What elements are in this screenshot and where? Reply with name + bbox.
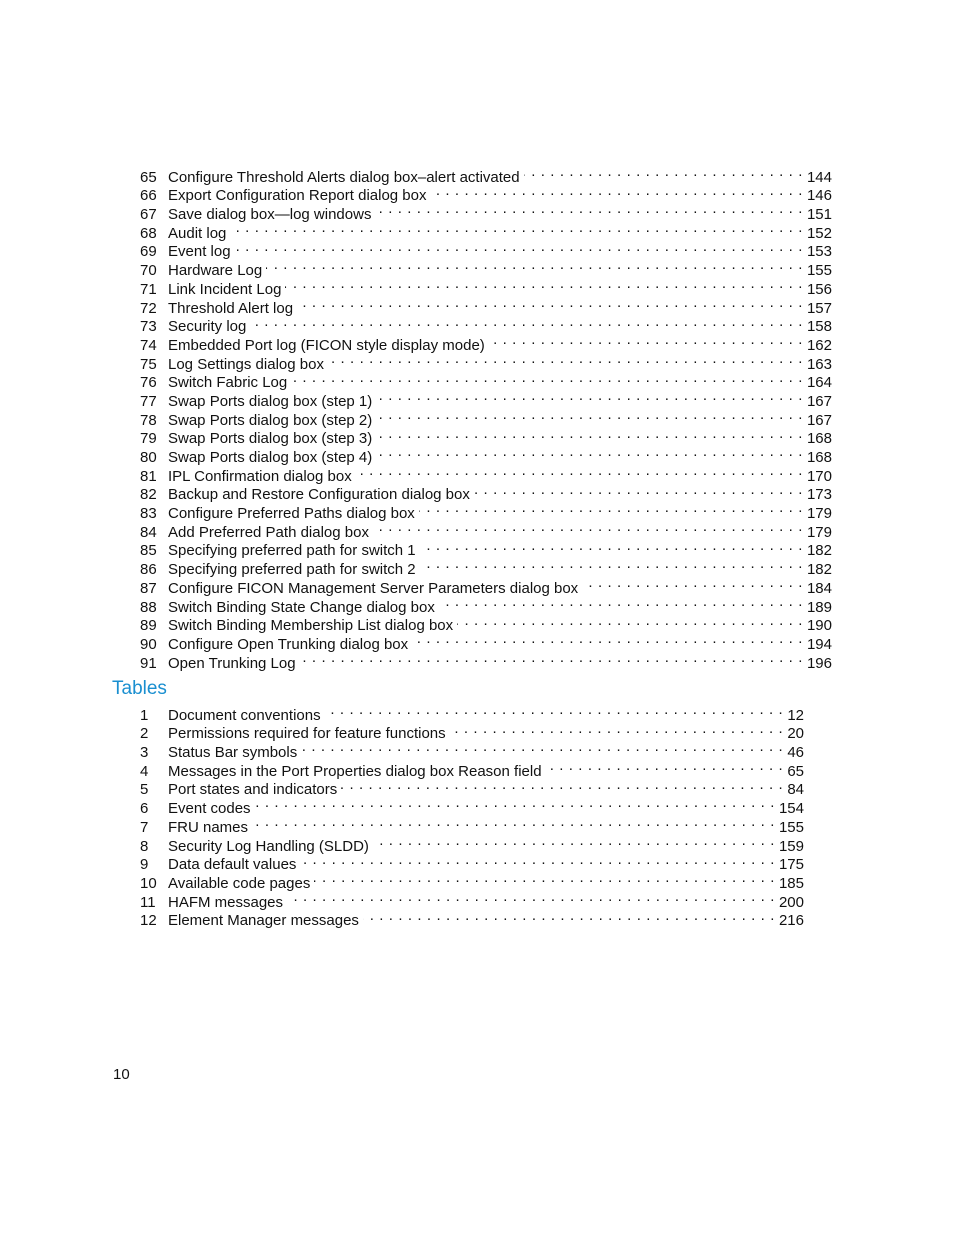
figure-entry[interactable]	[140, 238, 832, 261]
dot-leader	[376, 425, 803, 444]
entry-number: 87	[140, 579, 157, 597]
dot-leader	[363, 907, 775, 926]
entry-title: Swap Ports dialog box (step 2)	[168, 411, 373, 429]
entry-number: 5	[140, 781, 149, 799]
entry-title: HAFM messages	[168, 893, 284, 911]
entry-title: Status Bar symbols	[168, 744, 298, 762]
dot-leader	[291, 369, 803, 388]
dot-leader	[420, 537, 803, 556]
entry-number: 7	[140, 818, 149, 836]
entry-page-number: 155	[806, 262, 832, 280]
dot-leader	[457, 612, 803, 631]
entry-title: Log Settings dialog box	[168, 355, 324, 373]
page-number: 10	[113, 1066, 130, 1083]
entry-number: 86	[140, 561, 157, 579]
dot-leader	[301, 738, 783, 757]
entry-title: Permissions required for feature functions	[168, 725, 446, 743]
dot-leader	[412, 630, 803, 649]
entry-page-number: 20	[787, 725, 804, 743]
dot-leader	[252, 813, 775, 832]
dot-leader	[235, 238, 803, 257]
entry-title: Export Configuration Report dialog box	[168, 187, 427, 205]
entry-number: 81	[140, 467, 157, 485]
entry-page-number: 189	[806, 598, 832, 616]
dot-leader	[300, 649, 803, 668]
entry-title: Configure Preferred Paths dialog box	[168, 505, 415, 523]
dot-leader	[419, 499, 803, 518]
entry-page-number: 156	[806, 280, 832, 298]
entry-page-number: 182	[806, 542, 832, 560]
entry-title: Messages in the Port Properties dialog box Reason field	[168, 762, 542, 780]
dot-leader	[285, 275, 803, 294]
entry-number: 1	[140, 706, 149, 724]
entry-title: Security log	[168, 318, 247, 336]
entry-number: 71	[140, 280, 157, 298]
entry-title: Swap Ports dialog box (step 4)	[168, 449, 373, 466]
entry-title: Save dialog box—log windows	[168, 206, 372, 224]
dot-leader	[375, 200, 803, 219]
entry-page-number: 216	[778, 912, 804, 930]
entry-page-number: 200	[778, 893, 804, 911]
dot-leader	[524, 163, 803, 182]
dot-leader	[250, 313, 803, 332]
dot-leader	[474, 481, 803, 500]
entry-title: Event log	[168, 243, 231, 261]
figure-entry[interactable]	[140, 163, 832, 186]
entry-number: 91	[140, 654, 157, 672]
entry-number: 70	[140, 262, 157, 280]
entry-number: 76	[140, 374, 157, 392]
entry-title: Specifying preferred path for switch 1	[168, 542, 416, 560]
entry-page-number: 168	[806, 449, 832, 466]
entry-title: Add Preferred Path dialog box	[168, 523, 369, 541]
entry-page-number: 167	[806, 392, 832, 410]
tables-heading: Tables	[112, 678, 167, 699]
entry-title: Switch Binding Membership List dialog box	[168, 617, 454, 635]
entry-page-number: 170	[806, 467, 832, 485]
entry-title: Swap Ports dialog box (step 1)	[168, 392, 373, 410]
entry-number: 72	[140, 299, 157, 317]
figure-entry[interactable]	[140, 256, 832, 280]
entry-title: Element Manager messages	[168, 912, 359, 930]
figure-entry[interactable]	[140, 219, 832, 242]
entry-number: 83	[140, 505, 157, 523]
entry-number: 3	[140, 744, 149, 762]
dot-leader	[325, 701, 784, 720]
entry-number: 2	[140, 725, 149, 743]
dot-leader	[582, 574, 803, 593]
entry-number: 89	[140, 617, 157, 635]
entry-page-number: 153	[806, 243, 832, 261]
entry-page-number: 185	[778, 874, 804, 892]
entry-page-number: 173	[806, 486, 832, 504]
dot-leader	[439, 593, 803, 612]
entry-number: 8	[140, 837, 149, 855]
entry-page-number: 84	[787, 781, 804, 799]
entry-title: Configure Open Trunking dialog box	[168, 635, 409, 653]
entry-page-number: 65	[787, 762, 804, 780]
entry-title: Security Log Handling (SLDD)	[168, 837, 369, 855]
entry-page-number: 190	[806, 617, 832, 635]
entry-title: FRU names	[168, 818, 249, 836]
dot-leader	[420, 555, 803, 574]
dot-leader	[376, 387, 803, 406]
entry-page-number: 46	[787, 744, 804, 762]
entry-number: 75	[140, 355, 157, 373]
entry-title: IPL Confirmation dialog box	[168, 467, 352, 485]
entry-number: 90	[140, 635, 157, 653]
entry-title: Configure FICON Management Server Parameters dialog box	[168, 579, 579, 597]
dot-leader	[230, 219, 803, 238]
entry-page-number: 175	[778, 856, 804, 874]
entry-number: 68	[140, 224, 157, 242]
entry-number: 73	[140, 318, 157, 336]
dot-leader	[373, 518, 803, 537]
entry-page-number: 144	[806, 168, 832, 186]
entry-title: Available code pages	[168, 874, 311, 892]
entry-number: 67	[140, 206, 157, 224]
entry-page-number: 194	[806, 635, 832, 653]
entry-title: Audit log	[168, 224, 227, 242]
entry-number: 74	[140, 336, 157, 354]
entry-title: Backup and Restore Configuration dialog box	[168, 486, 470, 504]
entry-page-number: 151	[806, 206, 832, 224]
entry-page-number: 184	[806, 579, 832, 597]
entry-title: Event codes	[168, 800, 251, 818]
entry-page-number: 157	[806, 299, 832, 317]
entry-title: Specifying preferred path for switch 2	[168, 561, 416, 579]
entry-number: 78	[140, 411, 157, 429]
entry-page-number: 164	[806, 374, 832, 392]
dot-leader	[450, 720, 784, 739]
dot-leader	[376, 443, 803, 462]
dot-leader	[489, 331, 803, 350]
entry-number: 85	[140, 542, 157, 560]
entry-title: Embedded Port log (FICON style display mode)	[168, 336, 485, 354]
entry-page-number: 162	[806, 336, 832, 354]
entry-page-number: 179	[806, 505, 832, 523]
entry-number: 6	[140, 800, 149, 818]
entry-title: Configure Threshold Alerts dialog box–alert activated	[168, 168, 520, 186]
dot-leader	[297, 294, 803, 313]
entry-title: Open Trunking Log	[168, 654, 296, 672]
dot-leader	[328, 350, 803, 369]
entry-title: Link Incident Log	[168, 280, 282, 298]
entry-title: Data default values	[168, 856, 297, 874]
entry-number: 77	[140, 392, 157, 410]
figures-list	[140, 163, 832, 672]
dot-leader	[314, 869, 775, 888]
entry-page-number: 159	[778, 837, 804, 855]
entry-title: Hardware Log	[168, 262, 263, 280]
entry-number: 9	[140, 856, 149, 874]
dot-leader	[373, 832, 775, 851]
entry-page-number: 167	[806, 411, 832, 429]
entry-number: 69	[140, 243, 157, 261]
entry-page-number: 182	[806, 561, 832, 579]
entry-page-number: 196	[806, 654, 832, 672]
entry-page-number: 155	[778, 818, 804, 836]
entry-title: Switch Binding State Change dialog box	[168, 598, 435, 616]
entry-number: 79	[140, 430, 157, 448]
entry-number: 80	[140, 449, 157, 466]
entry-number: 82	[140, 486, 157, 504]
dot-leader	[546, 757, 784, 776]
tables-list	[140, 701, 832, 930]
entry-page-number: 163	[806, 355, 832, 373]
entry-page-number: 146	[806, 187, 832, 205]
entry-page-number: 168	[806, 430, 832, 448]
entry-page-number: 158	[806, 318, 832, 336]
entry-number: 66	[140, 187, 157, 205]
entry-title: Swap Ports dialog box (step 3)	[168, 430, 373, 448]
dot-leader	[431, 182, 803, 201]
dot-leader	[341, 776, 783, 795]
entry-title: Threshold Alert log	[168, 299, 294, 317]
entry-title: Document conventions	[168, 706, 321, 724]
entry-number: 12	[140, 912, 157, 930]
entry-title: Switch Fabric Log	[168, 374, 288, 392]
dot-leader	[287, 888, 775, 907]
dot-leader	[376, 406, 803, 425]
dot-leader	[266, 256, 803, 275]
dot-leader	[300, 851, 775, 870]
entry-page-number: 154	[778, 800, 804, 818]
entry-page-number: 179	[806, 523, 832, 541]
entry-title: Port states and indicators	[168, 781, 338, 799]
dot-leader	[255, 794, 775, 813]
entry-number: 10	[140, 874, 157, 892]
entry-number: 4	[140, 762, 149, 780]
entry-page-number: 12	[787, 706, 804, 724]
dot-leader	[356, 462, 803, 481]
entry-number: 88	[140, 598, 157, 616]
entry-page-number: 152	[806, 224, 832, 242]
entry-number: 65	[140, 168, 157, 186]
entry-number: 11	[140, 893, 156, 911]
entry-number: 84	[140, 523, 157, 541]
table-entry[interactable]	[140, 701, 804, 724]
